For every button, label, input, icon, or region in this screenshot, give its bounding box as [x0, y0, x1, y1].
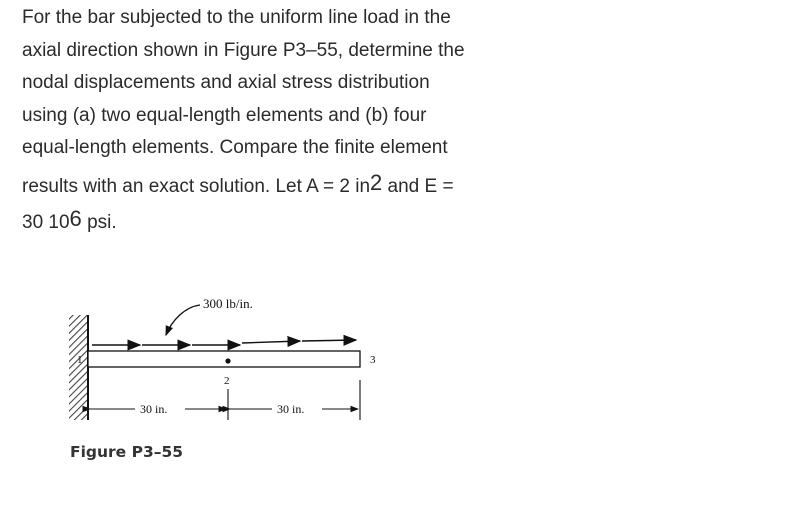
dim-left-label: 30 in.	[140, 402, 168, 416]
problem-line-7-text: 30 10	[22, 212, 70, 233]
node-2-dot	[225, 358, 230, 363]
dim-right-label: 30 in.	[277, 402, 305, 416]
load-arrow	[242, 341, 300, 343]
area-exponent: 2	[370, 169, 383, 195]
load-leader-arrow	[166, 305, 200, 335]
problem-line-2: axial direction shown in Figure P3–55, determine the	[22, 39, 465, 61]
node-1-label: 1	[77, 354, 83, 366]
problem-line-1: For the bar subjected to the uniform line load in the	[22, 7, 451, 28]
load-label: 300 lb/in.	[203, 296, 253, 311]
node-3-label: 3	[370, 354, 376, 366]
figure-caption: Figure P3–55	[70, 443, 184, 461]
problem-line-7-end: psi.	[81, 212, 117, 233]
problem-line-6-end: and E =	[382, 175, 454, 197]
problem-statement	[22, 2, 582, 240]
distributed-load-arrows	[92, 340, 356, 345]
node-2-label: 2	[224, 375, 230, 387]
bar-figure	[60, 285, 390, 435]
problem-line-7	[22, 207, 582, 240]
modulus-exponent: 6	[69, 206, 82, 231]
load-arrow	[302, 340, 356, 341]
problem-line-6-text: results with an exact solution. Let A = 2 in	[22, 175, 371, 197]
problem-line-3: nodal displacements and axial stress distribution	[22, 72, 430, 93]
fixed-wall-hatch	[69, 315, 87, 420]
bar	[88, 351, 360, 367]
problem-line-6	[22, 171, 582, 204]
problem-line-5: equal-length elements. Compare the finite element	[22, 137, 448, 158]
problem-line-4: using (a) two equal-length elements and (b) four	[22, 104, 427, 126]
